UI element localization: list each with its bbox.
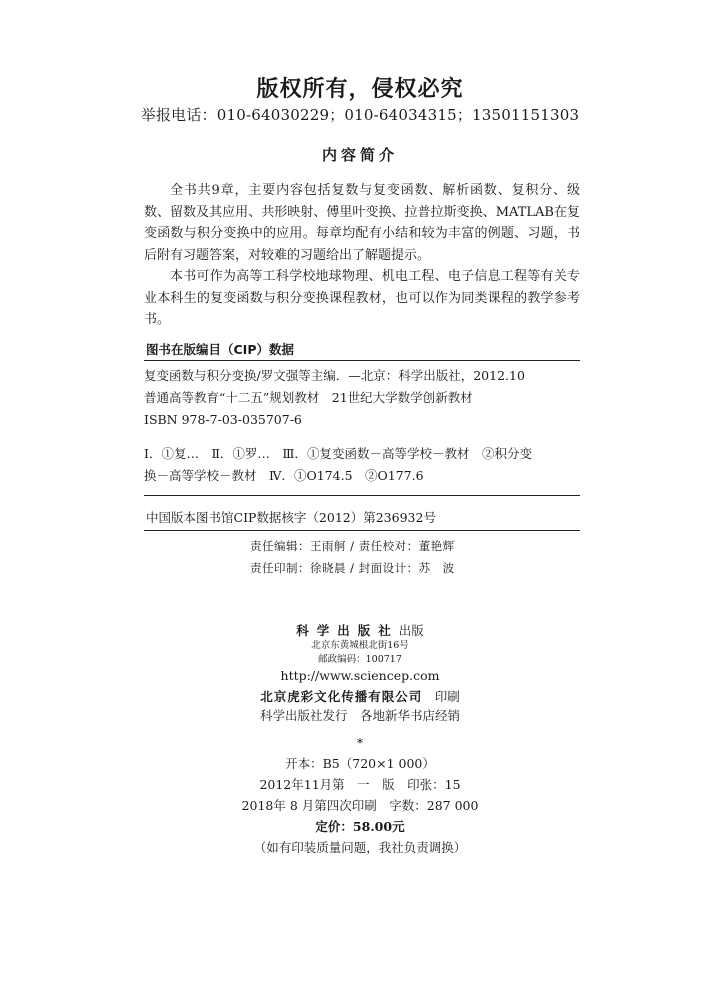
summary-body [144, 180, 580, 331]
staff-credits [144, 531, 580, 579]
publisher-postcode: 邮政编码：100717 [318, 654, 402, 665]
publisher-line [0, 622, 720, 639]
printer-name: 北京虎彩文化传播有限公司 [260, 689, 423, 704]
cip-block [144, 340, 580, 579]
quality-notice: （如有印装质量问题，我社负责调换） [253, 840, 467, 855]
cip-classification-line-2: 换－高等学校－教材 Ⅳ．①O174.5 ②O177.6 [144, 468, 424, 483]
printing-line: 2018年 8 月第四次印刷 字数：287 000 [241, 798, 479, 813]
report-hotline: 举报电话：010-64030229；010-64034315；13501151303 [140, 106, 580, 124]
publisher-suffix: 出版 [398, 623, 424, 638]
cip-line-title: 复变函数与积分变换/罗文强等主编．—北京：科学出版社，2012.10 [144, 368, 525, 383]
cip-heading: 图书在版编目（CIP）数据 [146, 342, 294, 357]
summary-paragraph-2: 本书可作为高等工科学校地球物理、机电工程、电子信息工程等有关专业本科生的复变函数与积分变换课程教材，也可以作为同类课程的教学参考书。 [144, 269, 580, 327]
publisher-name: 科学出版社 [296, 623, 399, 638]
cip-classification-line-1: Ⅰ．①复… Ⅱ．①罗… Ⅲ．①复变函数－高等学校－教材 ②积分变 [144, 446, 532, 461]
publisher-website: http://www.sciencep.com [280, 668, 440, 683]
summary-heading: 内容简介 [321, 146, 398, 164]
cip-classification [144, 431, 580, 487]
summary-paragraph-1: 全书共9章，主要内容包括复数与复变函数、解析函数、复积分、级数、留数及其应用、共形映射、傅里叶变换、拉普拉斯变换、MATLAB在复变函数与积分变换中的应用。每章均配有小结和较为丰富的例题、习题，书后附有习题答案，对较难的习题给出了解题提示。 [144, 183, 580, 263]
cip-line-series: 普通高等教育“十二五”规划教材 21世纪大学数学创新教材 [144, 390, 473, 405]
edition-line: 2012年11月第 一 版 印张：15 [259, 777, 461, 792]
imprint-block [0, 622, 720, 856]
distribution-line: 科学出版社发行 各地新华书店经销 [259, 708, 460, 723]
cip-line-isbn: ISBN 978-7-03-035707-6 [144, 412, 302, 427]
price-line: 定价：58.00元 [315, 819, 405, 834]
staff-line-production: 责任印制：徐晓晨 / 封面设计：苏 波 [250, 561, 455, 575]
cip-record [144, 361, 580, 431]
printer-suffix: 印刷 [434, 689, 460, 704]
staff-line-editors: 责任编辑：王雨舸 / 责任校对：董艳辉 [250, 539, 455, 553]
printer-line [0, 688, 720, 705]
cip-check-number: 中国版本图书馆CIP数据核字（2012）第236932号 [146, 510, 436, 525]
copyright-title: 版权所有，侵权必究 [256, 77, 464, 102]
separator-star: * [356, 735, 364, 750]
publisher-address: 北京东黄城根北街16号 [311, 640, 409, 651]
format-line: 开本：B5（720×1 000） [285, 756, 435, 771]
